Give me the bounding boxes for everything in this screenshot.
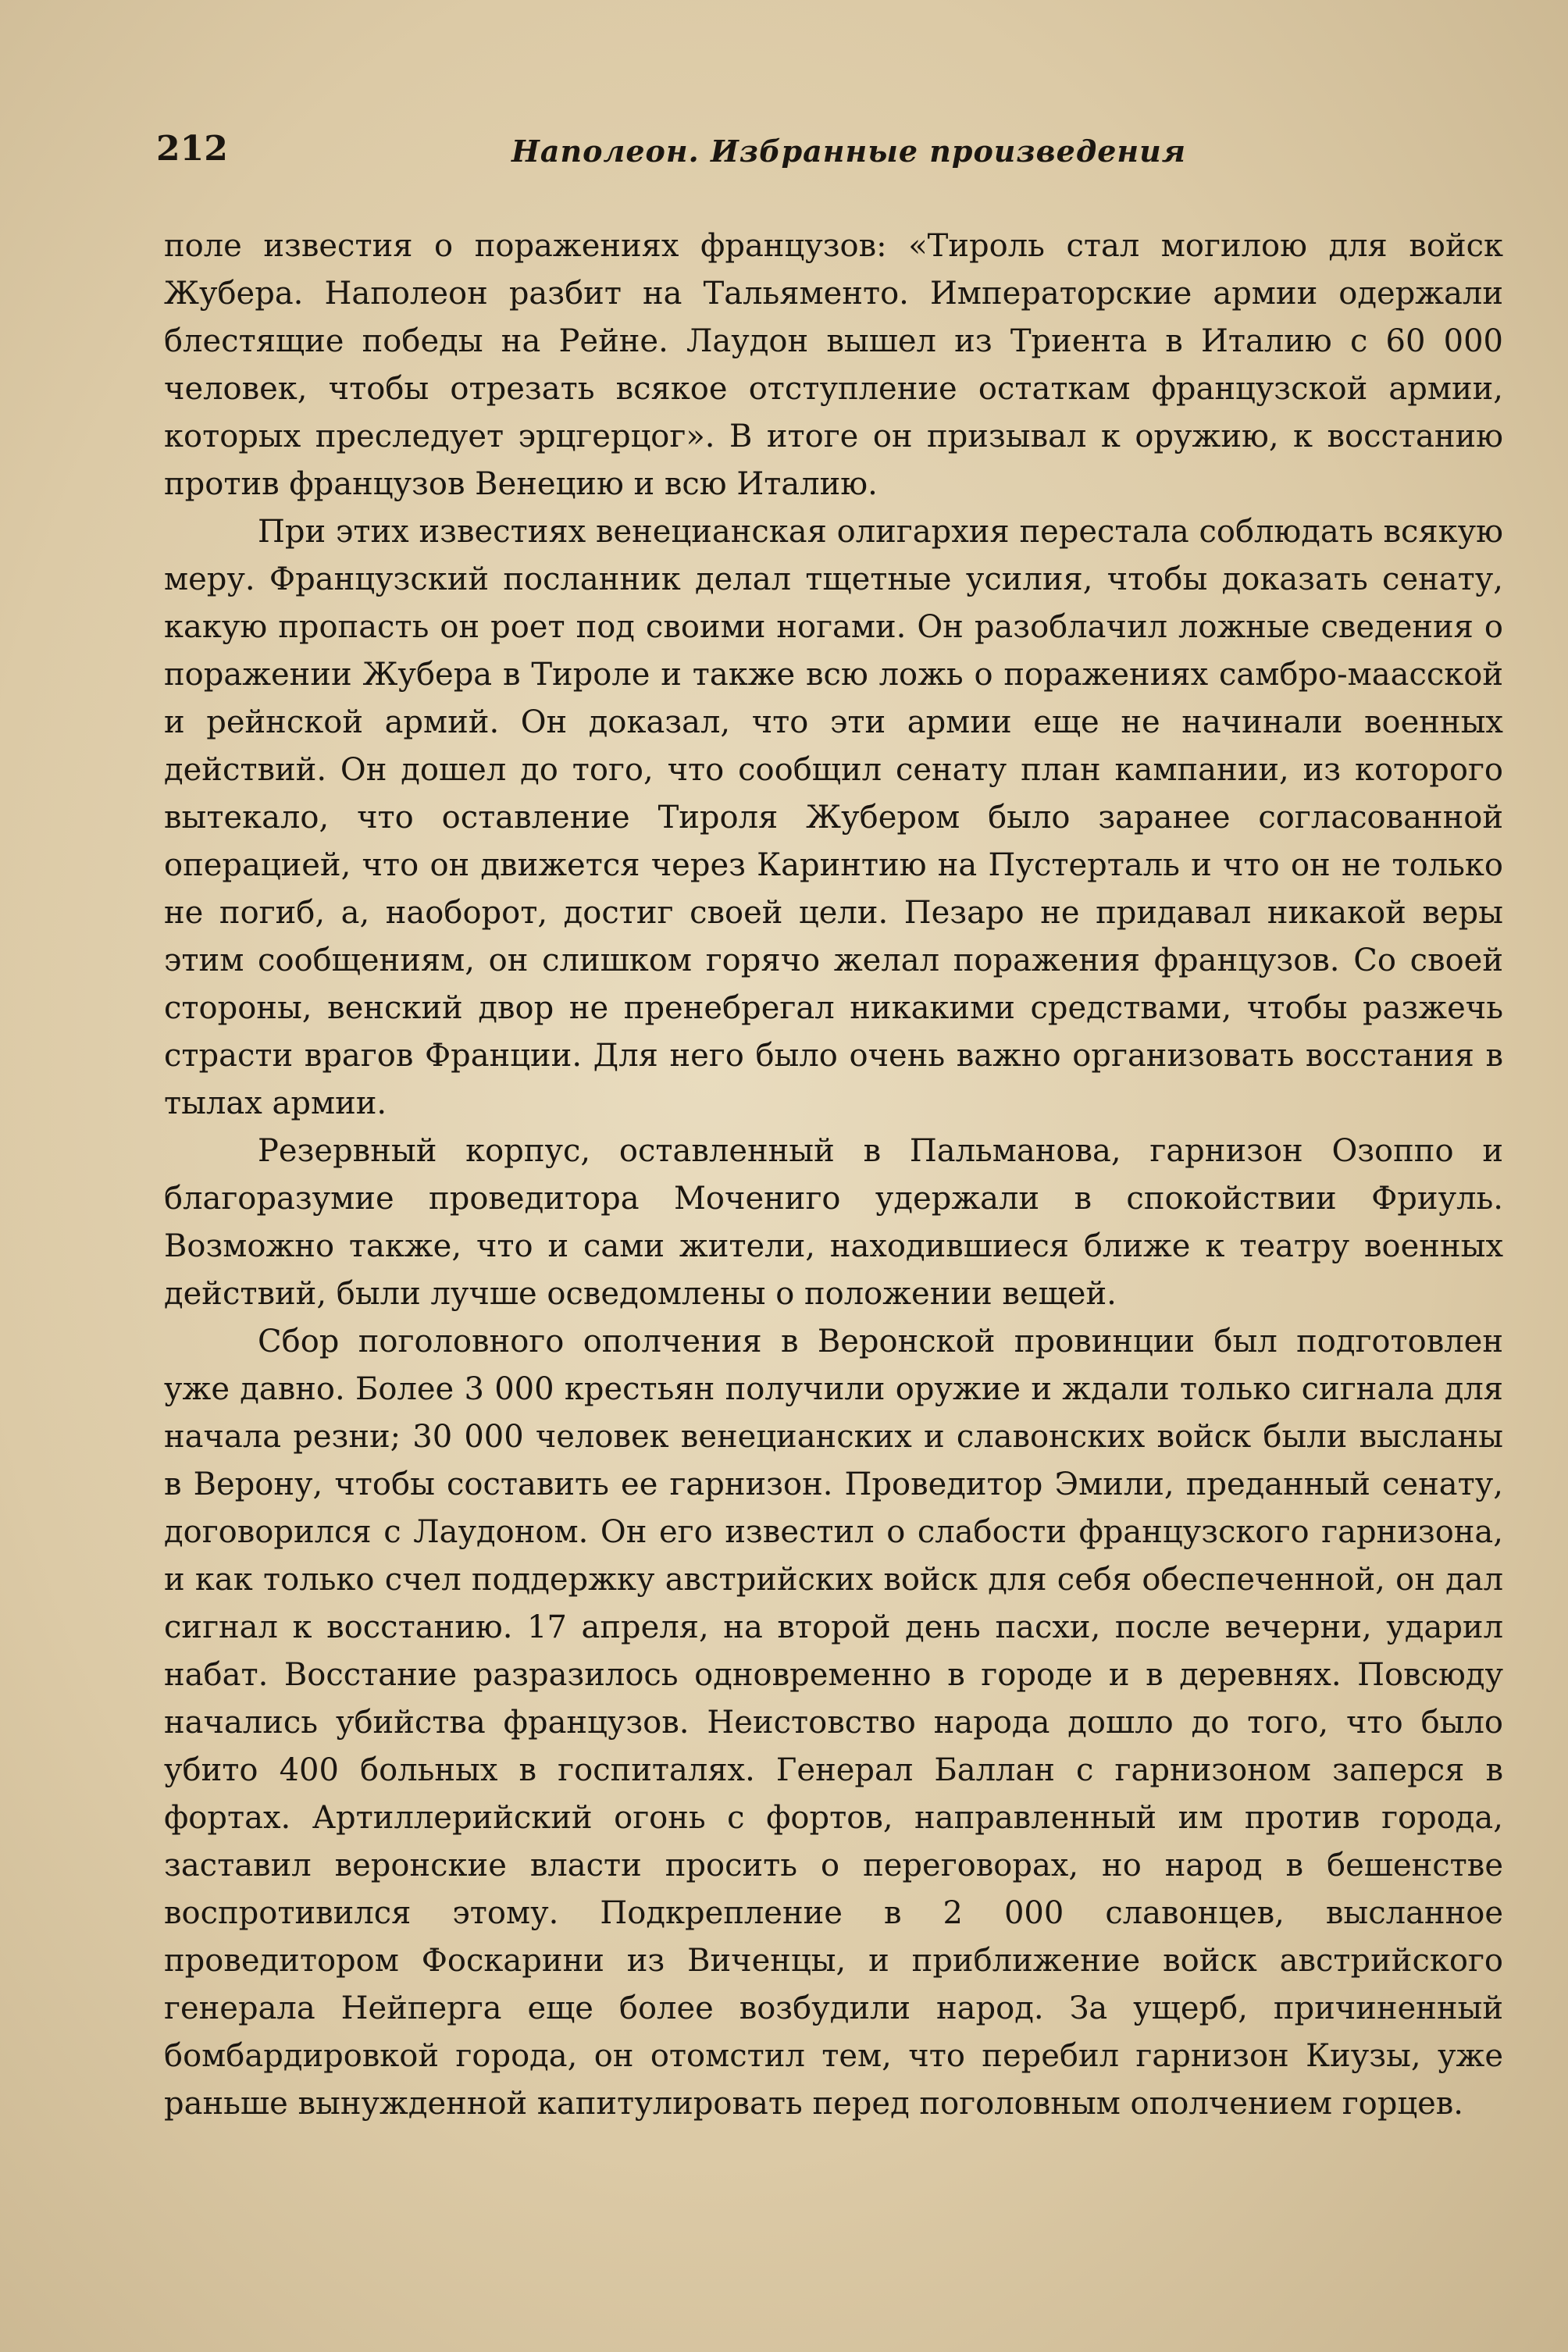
body-text [164, 223, 1503, 2128]
paragraph-3: Резервный корпус, оставленный в Пальманова, гарнизон Озоппо и благоразумие проведитора Мочениго удержали в спокойствии Фриуль. Возможно также, что и сами жители, находившиеся ближе к театру военных действий, были лучше осведомлены о положении вещей. [164, 1133, 1503, 1312]
paragraph-2: При этих известиях венецианская олигархия перестала соблюдать всякую меру. Французский посланник делал тщетные усилия, чтобы доказать сенату, какую пропасть он роет под своими ногами. Он разоблачил ложные сведения о поражении Жубера в Тироле и также всю ложь о поражениях самбро-маасской и рейнской армий. Он доказал, что эти армии еще не начинали военных действий. Он дошел до того, что сообщил сенату план кампании, из которого вытекало, что оставление Тироля Жубером было заранее согласованной операцией, что он движется через Каринтию на Пустерталь и что он не только не погиб, а, наоборот, достиг своей цели. Пезаро не придавал никакой веры этим сообщениям, он слишком горячо желал поражения французов. Со своей стороны, венский двор не пренебрегал никакими средствами, чтобы разжечь страсти врагов Франции. Для него было очень важно организовать восстания в тылах армии. [164, 514, 1503, 1121]
paragraph-4: Сбор поголовного ополчения в Веронской провинции был подготовлен уже давно. Более 3 000 крестьян получили оружие и ждали только сигнала для начала резни; 30 000 человек венецианских и славонских войск были высланы в Верону, чтобы составить ее гарнизон. Проведитор Эмили, преданный сенату, договорился с Лаудоном. Он его известил о слабости французского гарнизона, и как только счел поддержку австрийских войск для себя обеспеченной, он дал сигнал к восстанию. 17 апреля, на второй день пасхи, после вечерни, ударил набат. Восстание разразилось одновременно в городе и в деревнях. Повсюду начались убийства французов. Неистовство народа дошло до того, что было убито 400 больных в госпиталях. Генерал Баллан с гарнизоном заперся в фортах. Артиллерийский огонь с фортов, направленный им против города, заставил веронские власти просить о переговорах, но народ в бешенстве воспротивился этому. Подкрепление в 2 000 славонцев, высланное проведитором Фоскарини из Виченцы, и приближение войск австрийского генерала Нейперга еще более возбудили народ. За ущерб, причиненный бомбардировкой города, он отомстил тем, что перебил гарнизон Киузы, уже раньше вынужденной капитулировать перед поголовным ополчением горцев. [164, 1324, 1503, 2122]
page-header [156, 129, 1499, 184]
running-title: Наполеон. Избранные произведения [511, 134, 1186, 169]
page-number: 212 [156, 129, 228, 169]
paragraph-1: поле известия о поражениях французов: «Тироль стал могилою для войск Жубера. Наполеон разбит на Тальяменто. Императорские армии одержали блестящие победы на Рейне. Лаудон вышел из Триента в Италию с 60 000 человек, чтобы отрезать всякое отступление остаткам французской армии, которых преследует эрцгерцог». В итоге он призывал к оружию, к восстанию против французов Венецию и всю Италию. [164, 228, 1503, 502]
